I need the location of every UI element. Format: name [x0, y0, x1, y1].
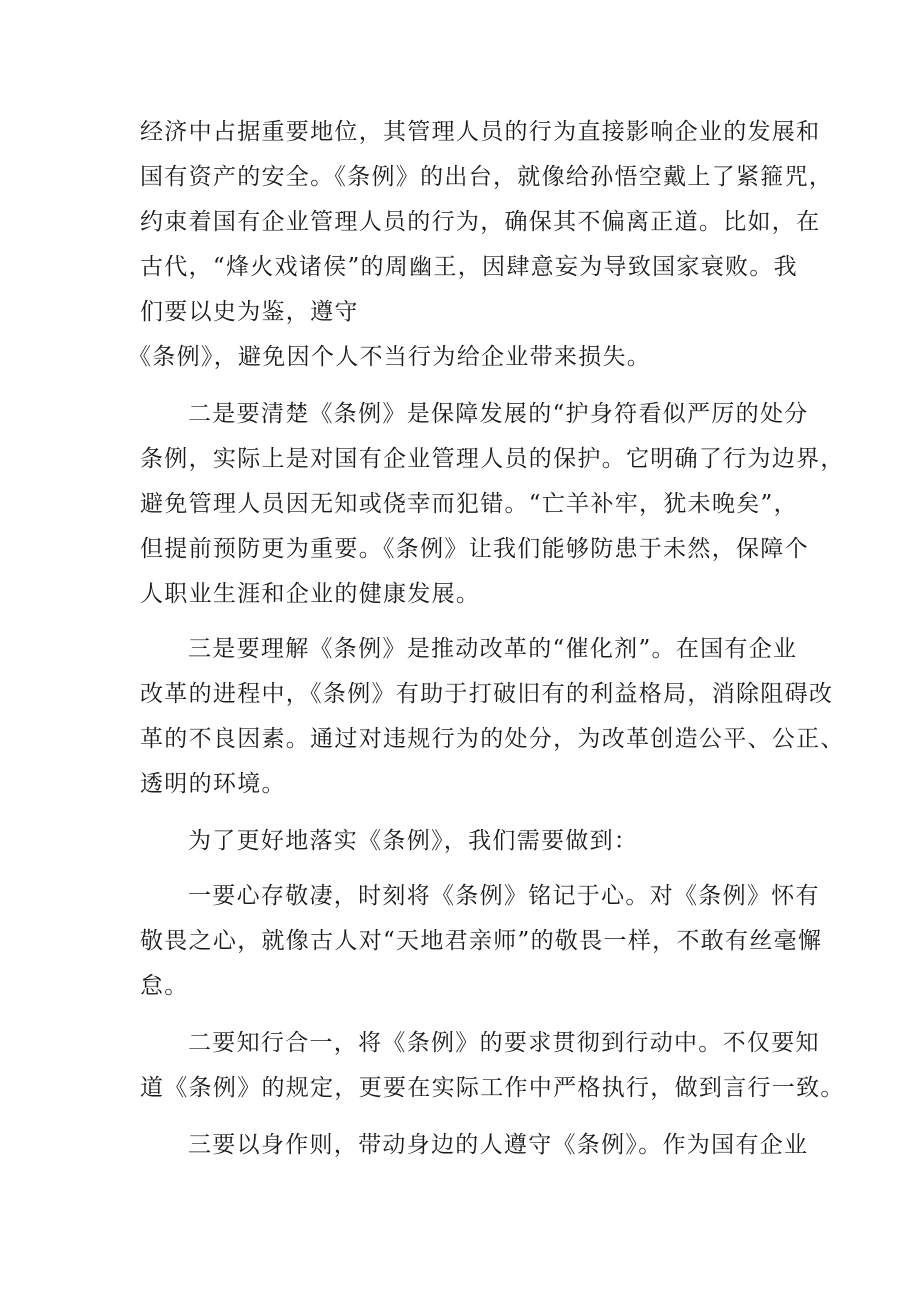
text-line: 约束着国有企业管理人员的行为，确保其不偏离正道。比如，在: [140, 209, 821, 235]
text-line: 道《条例》的规定，更要在实际工作中严格执行，做到言行一致。: [140, 1075, 845, 1101]
text-line: 经济中占据重要地位，其管理人员的行为直接影响企业的发展和: [140, 119, 821, 145]
text-line: 一要心存敬凄，时刻将《条例》铭记于心。对《条例》怀有: [188, 883, 820, 909]
text-line: 三要以身作则，带动身边的人遵守《条例》。作为国有企业: [188, 1132, 809, 1158]
text-line: 透明的环境。: [140, 771, 286, 797]
text-line: 改革的进程中，《条例》有助于打破旧有的利益格局，消除阻碍改: [140, 681, 834, 707]
text-line: 怠。: [140, 973, 189, 999]
text-line: 古代，“烽火戏诸侯”的周幽王，因肆意妄为导致国家衰败。我: [140, 254, 798, 280]
text-line: 二要知行合一，将《条例》的要求贯彻到行动中。不仅要知: [188, 1030, 820, 1056]
text-line: 《条例》，避免因个人不当行为给企业带来损失。: [128, 344, 652, 370]
text-line: 为了更好地落实《条例》，我们需要做到：: [188, 828, 639, 854]
text-line: 避免管理人员因无知或侥幸而犯错。“亡羊补牢，犹未晚矣”，: [140, 491, 798, 517]
text-line: 国有资产的安全。《条例》的出台，就像给孙悟空戴上了紧箍咒，: [140, 164, 834, 190]
text-line: 敬畏之心，就像古人对“天地君亲师”的敬畏一样，不敢有丝毫懈: [140, 928, 823, 954]
text-line: 条例，实际上是对国有企业管理人员的保护。它明确了行为边界，: [140, 446, 845, 472]
text-line: 革的不良因素。通过对违规行为的处分，为改革创造公平、公正、: [140, 726, 845, 752]
text-line: 二是要清楚《条例》是保障发展的“护身符看似严厉的处分: [188, 401, 809, 427]
text-line: 但提前预防更为重要。《条例》让我们能够防患于未然，保障个: [140, 536, 809, 562]
text-line: 人职业生涯和企业的健康发展。: [140, 581, 481, 607]
text-line: 们要以史为鉴，遵守: [140, 299, 359, 325]
text-line: 三是要理解《条例》是推动改革的“催化剂”。在国有企业: [188, 636, 798, 662]
